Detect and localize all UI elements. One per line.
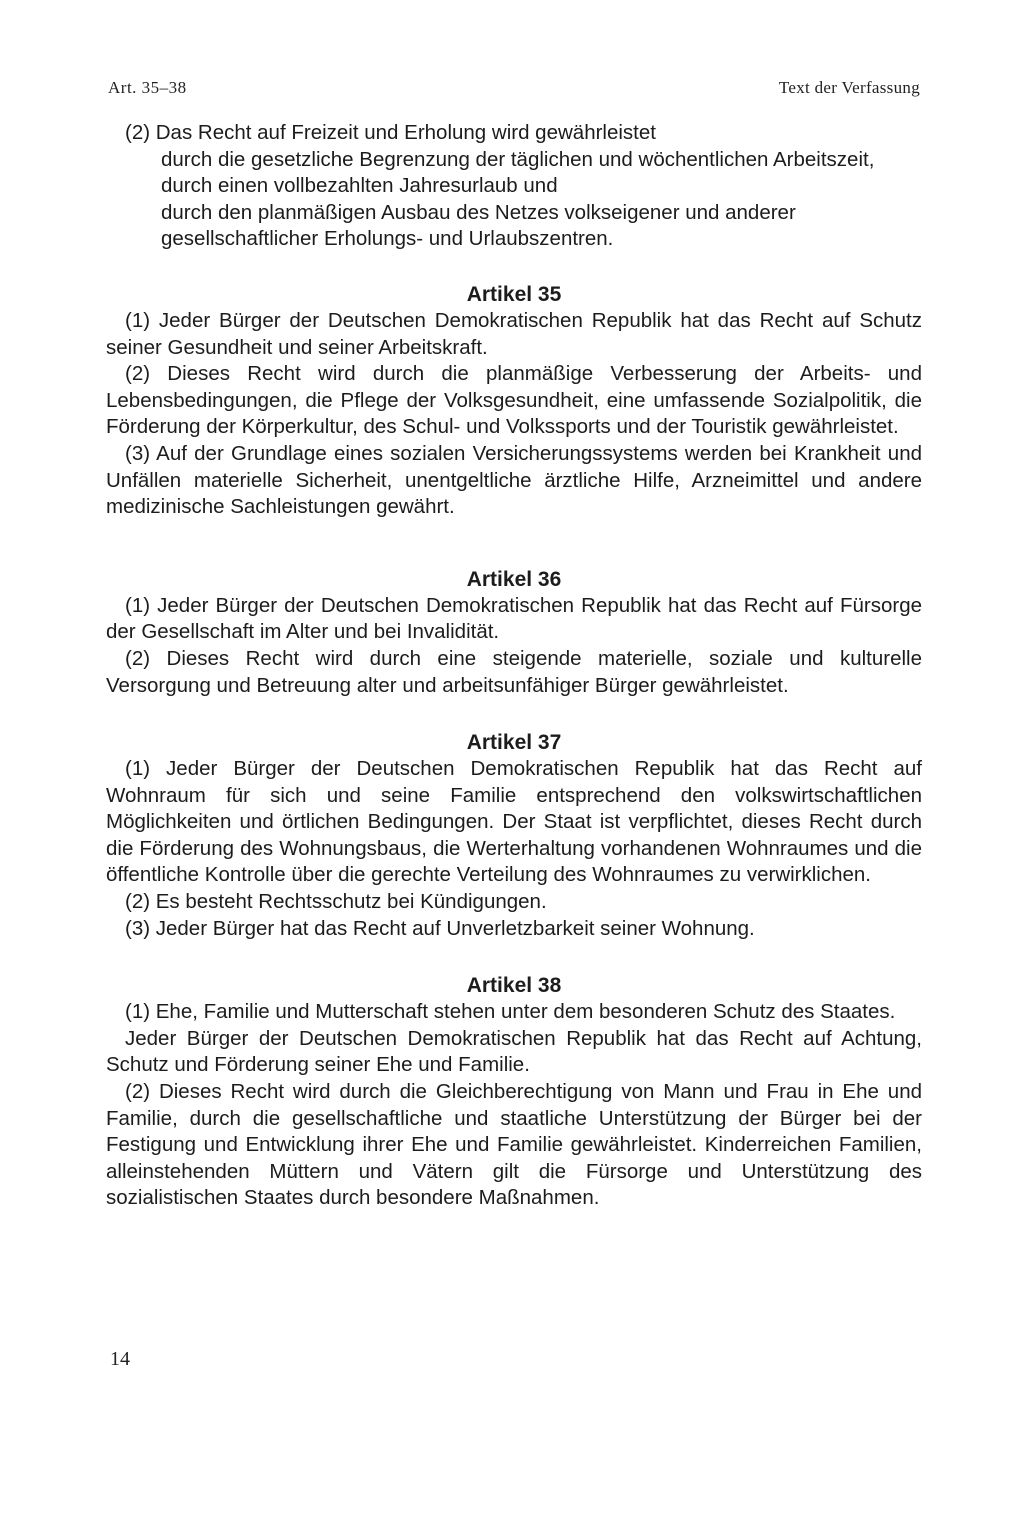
article-paragraph: (1) Ehe, Familie und Mutterschaft stehen unter dem besonderen Schutz des Staates. [125,1000,896,1024]
intro-item: durch einen vollbezahlten Jahresurlaub und [161,174,558,198]
article-paragraph: (2) Dieses Recht wird durch eine steigende materielle, soziale und kulturelle Versorgung und Betreuung alter und arbeitsunfähiger Bürger gewährleistet. [106,646,922,697]
article-heading: Artikel 35 [466,282,562,306]
article-paragraph: Jeder Bürger der Deutschen Demokratischen Republik hat das Recht auf Achtung, Schutz und Förderung seiner Ehe und Familie. [106,1026,922,1077]
article-heading: Artikel 37 [466,731,562,755]
intro-item: durch den planmäßigen Ausbau des Netzes volkseigener und anderer gesellschaftlicher Erholungs- und Urlaubszentren. [161,200,796,251]
article-paragraph: (3) Auf der Grundlage eines sozialen Versicherungssystems werden bei Krankheit und Unfällen materielle Sicherheit, unentgeltliche ärztliche Hilfe, Arzneimittel und andere medizinische Sachleistungen gewährt. [106,441,922,519]
article-paragraph: (1) Jeder Bürger der Deutschen Demokratischen Republik hat das Recht auf Wohnraum für sich und seine Familie entsprechend den volkswirtschaftlichen Möglichkeiten und örtlichen Bedingungen. Der Staat ist verpflichtet, dieses Recht durch die Förderung des Wohnungsbaus, die Werterhaltung vorhandenen Wohnraumes und die öffentliche Kontrolle über die gerechte Verteilung des Wohnraumes zu verwirklichen. [106,757,922,887]
intro-lead: (2) Das Recht auf Freizeit und Erholung wird gewährleistet [125,121,656,144]
header-article-range: Art. 35–38 [108,78,187,97]
page-body [106,120,922,1212]
article-heading: Artikel 38 [466,974,562,998]
article-36 [106,566,922,699]
article-paragraph: (1) Jeder Bürger der Deutschen Demokratischen Republik hat das Recht auf Fürsorge der Gesellschaft im Alter und bei Invalidität. [106,593,922,644]
intro-item: durch die gesetzliche Begrenzung der täglichen und wöchentlichen Arbeitszeit, [161,147,875,171]
article-paragraph: (2) Dieses Recht wird durch die planmäßige Verbesserung der Arbeits- und Lebensbedingungen, die Pflege der Volksgesundheit, eine umfassende Sozialpolitik, die Förderung der Körperkultur, des Schul- und Volkssports und der Touristik gewährleistet. [106,362,922,439]
header-section-title: Text der Verfassung [778,78,920,97]
article-38 [106,972,922,1212]
article-paragraph: (3) Jeder Bürger hat das Recht auf Unverletzbarkeit seiner Wohnung. [125,916,755,940]
article-paragraph: (1) Jeder Bürger der Deutschen Demokratischen Republik hat das Recht auf Schutz seiner Gesundheit und seiner Arbeitskraft. [106,308,922,359]
intro-block [106,120,922,253]
page-number: 14 [110,1348,130,1370]
article-paragraph: (2) Dieses Recht wird durch die Gleichberechtigung von Mann und Frau in Ehe und Familie, durch die gesellschaftliche und staatliche Unterstützung der Bürger bei der Festigung und Entwicklung ihrer Ehe und Familie gewährleistet. Kinderreichen Familien, alleinstehenden Müttern und Vätern gilt die Fürsorge und Unterstützung des sozialistischen Staates durch besondere Maßnahmen. [106,1080,922,1210]
running-header [108,78,920,102]
article-heading: Artikel 36 [466,567,562,591]
article-35 [106,281,922,521]
article-paragraph: (2) Es besteht Rechtsschutz bei Kündigungen. [125,890,547,914]
article-37 [106,729,922,942]
